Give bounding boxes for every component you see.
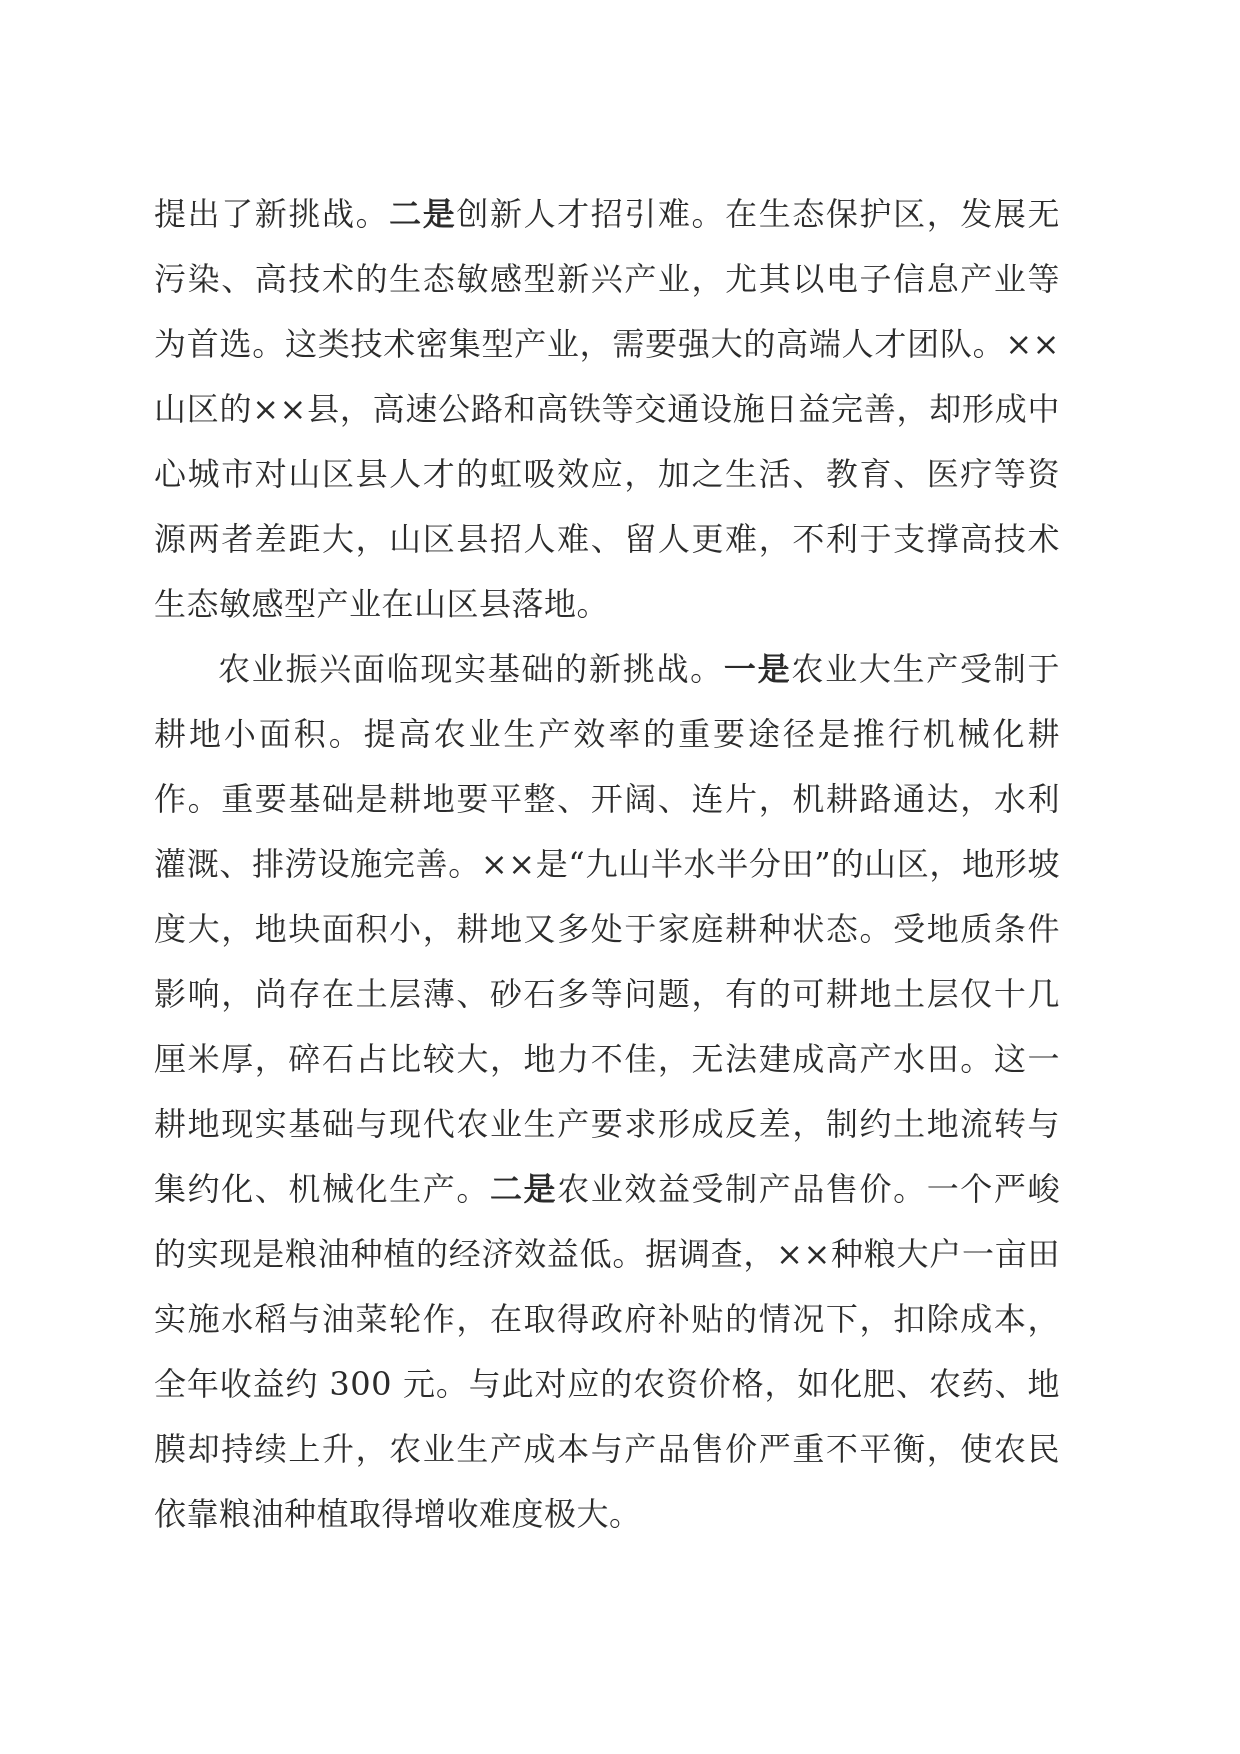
point-marker-two: 二是 <box>489 1170 558 1208</box>
paragraph-talent <box>154 182 1060 637</box>
point-marker-one: 一是 <box>723 650 792 688</box>
paragraph-heading-text: 农业振兴面临现实基础的新挑战。 <box>218 650 724 688</box>
paragraph-agriculture <box>154 637 1060 1547</box>
paragraph-text: 农业大生产受制于耕地小面积。提高农业生产效率的重要途径是推行机械化耕作。重要基础是耕地要平整、开阔、连片，机耕路通达，水利灌溉、排涝设施完善。××是“九山半水半分田”的山区，地形坡度大，地块面积小，耕地又多处于家庭耕种状态。受地质条件影响，尚存在土层薄、砂石多等问题，有的可耕地土层仅十几厘米厚，碎石占比较大，地力不佳，无法建成高产水田。这一耕地现实基础与现代农业生产要求形成反差，制约土地流转与集约化、机械化生产。 <box>154 650 1060 1208</box>
paragraph-text: 提出了新挑战。 <box>154 195 390 233</box>
document-body <box>154 182 1060 1547</box>
paragraph-text: 农业效益受制产品售价。一个严峻的实现是粮油种植的经济效益低。据调查，××种粮大户一亩田实施水稻与油菜轮作，在取得政府补贴的情况下，扣除成本，全年收益约 300 元。与此对应的农资价格，如化肥、农药、地膜却持续上升，农业生产成本与产品售价严重不平衡，使农民依靠粮油种植取得增收难度极大。 <box>154 1170 1060 1533</box>
paragraph-text: 创新人才招引难。在生态保护区，发展无污染、高技术的生态敏感型新兴产业，尤其以电子信息产业等为首选。这类技术密集型产业，需要强大的高端人才团队。××山区的××县，高速公路和高铁等交通设施日益完善，却形成中心城市对山区县人才的虹吸效应，加之生活、教育、医疗等资源两者差距大，山区县招人难、留人更难，不利于支撑高技术生态敏感型产业在山区县落地。 <box>154 195 1060 623</box>
point-marker-two: 二是 <box>389 195 457 233</box>
